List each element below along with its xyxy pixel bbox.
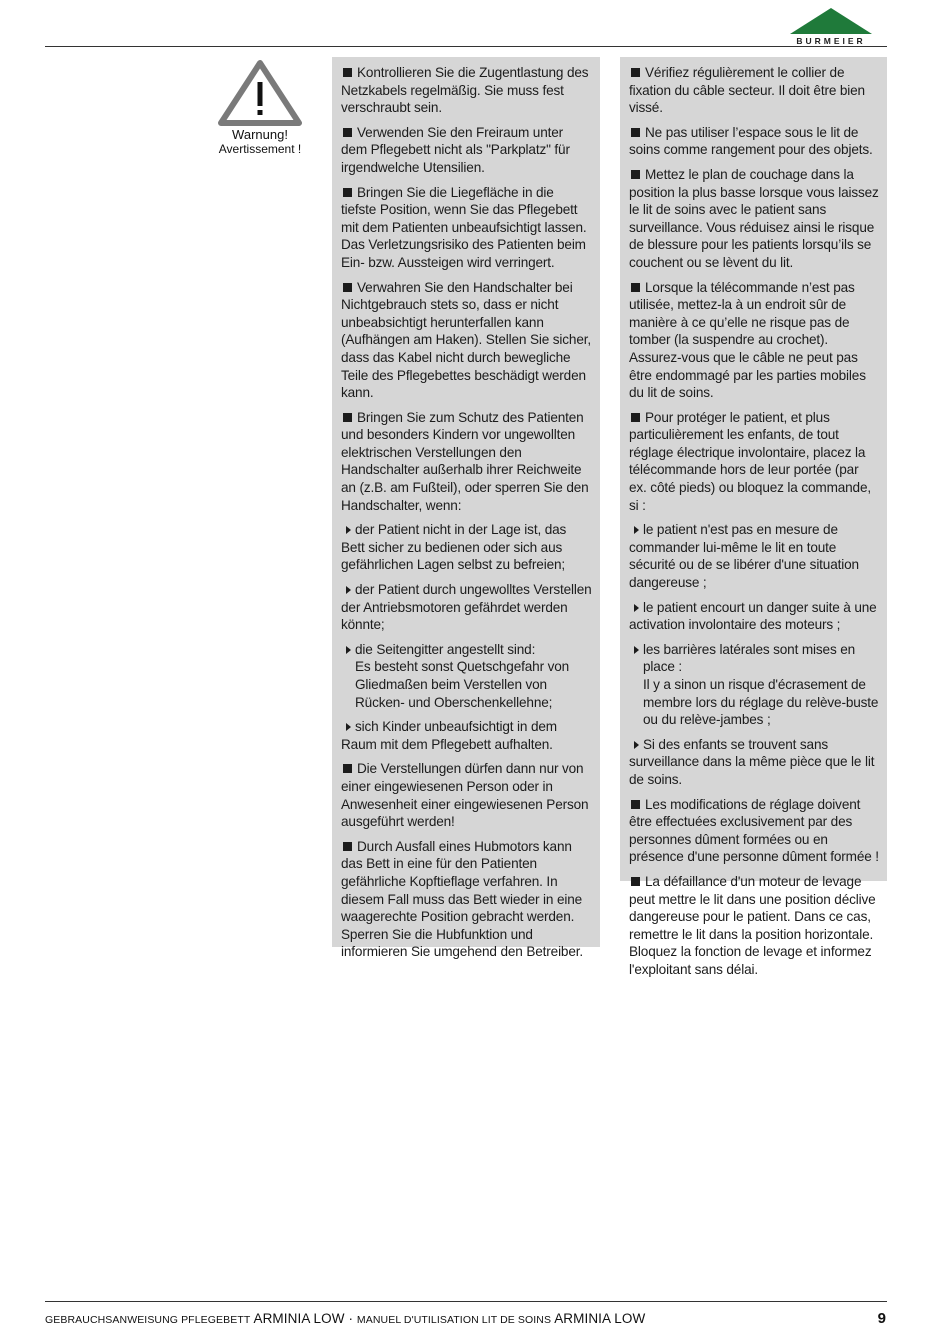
square-bullet-icon [343,764,352,773]
list-item: der Patient nicht in der Lage ist, das Bett sicher zu bedienen oder sich aus gefährlichen Lagen selbst zu befreien; [341,522,567,573]
paragraph: Kontrollieren Sie die Zugentlastung des Netzkabels regelmäßig. Sie muss fest verschraubt sein. [341,65,589,116]
paragraph: Les modifications de réglage doivent être effectuées exclusivement par des personnes dûment formées ou en présence d'une personne dûment formée ! [629,796,879,865]
paragraph: Ne pas utiliser l’espace sous le lit de soins comme rangement pour des objets. [629,124,873,158]
roof-logo-icon [790,8,872,34]
paragraph: Verwenden Sie den Freiraum unter dem Pflegebett nicht als "Parkplatz" für irgendwelche Utensilien. [341,124,570,175]
french-warning-column [620,57,887,977]
square-bullet-icon [631,170,640,179]
warning-triangle-icon [218,60,302,126]
square-bullet-icon [631,68,640,77]
warning-label-fr: Avertissement ! [218,142,302,156]
paragraph: Die Verstellungen dürfen dann nur von einer eingewiesenen Person oder in Anwesenheit einer eingewiesenen Person ausgeführt werden! [341,761,589,830]
square-bullet-icon [343,283,352,292]
paragraph: Vérifiez régulièrement le collier de fixation du câble secteur. Il doit être bien vissé. [629,65,865,116]
square-bullet-icon [343,68,352,77]
list-item: les barrières latérales sont mises en place : Il y a sinon un risque d'écrasement de membre lors du réglage du relève-buste ou du relève-jambes ; [629,641,879,729]
triangle-bullet-icon [634,604,639,612]
square-bullet-icon [631,128,640,137]
brand-logo [786,8,876,46]
list-item: le patient n'est pas en mesure de commander lui-même le lit en toute sécurité ou de se libérer d'une situation dangereuse ; [629,522,859,591]
page-number: 9 [877,1310,886,1327]
list-item: die Seitengitter angestellt sind: Es besteht sonst Quetschgefahr von Gliedmaßen beim Verstellen von Rücken- und Oberschenkellehne; [341,641,592,711]
triangle-bullet-icon [634,526,639,534]
paragraph: La défaillance d'un moteur de levage peut mettre le lit dans une position déclive dangereuse pour le patient. Dans ce cas, remettre le lit dans la position horizontale. Bloquez la fonction de levage et informez l'exploitant sans délai. [629,873,876,977]
triangle-bullet-icon [346,586,351,594]
footer-separator: · [348,1311,354,1326]
square-bullet-icon [631,877,640,886]
paragraph: Bringen Sie zum Schutz des Patienten und besonders Kindern vor ungewollten elektrischen Verstellungen den Handschalter außerhalb ihrer Reichweite an (z.B. am Fußteil), oder sperren Sie den Handschalter, wenn: [341,409,589,513]
paragraph: Bringen Sie die Liegefläche in die tiefste Position, wenn Sie das Pflegebett mit dem Patienten unbeaufsichtigt lassen. Das Verletzungsrisiko des Patienten beim Ein- bzw. Aussteigen wird verringert. [341,184,587,270]
square-bullet-icon [343,188,352,197]
brand-name: BURMEIER [796,36,866,46]
header-divider [45,46,887,47]
list-item: le patient encourt un danger suite à une activation involontaire des moteurs ; [629,599,877,633]
doc-title-de-model: ARMINIA LOW [253,1311,345,1326]
paragraph: Lorsque la télécommande n’est pas utilisée, mettez-la à un endroit sûr de manière à ce qu’elle ne risque pas de tomber (la suspendre au crochet). Assurez-vous que le câble ne peut pas être endommagé par les parties mobiles du lit de soins. [629,279,866,401]
paragraph: Mettez le plan de couchage dans la position la plus basse lorsque vous laissez le lit de soins avec le patient sans surveillance. Vous réduisez ainsi le risque de blessure pour les patients lorsqu’ils se couchent ou se lèvent du lit. [629,166,879,270]
paragraph: Verwahren Sie den Handschalter bei Nichtgebrauch stets so, dass er nicht unbeabsichtigt herunterfallen kann (Aufhängen am Haken). Stellen Sie sicher, dass das Kabel nicht durch bewegliche Teile des Pflegebettes beschädigt werden kann. [341,279,592,401]
triangle-bullet-icon [634,741,639,749]
list-item: sich Kinder unbeaufsichtigt in dem Raum mit dem Pflegebett aufhalten. [341,719,557,752]
triangle-bullet-icon [346,723,351,731]
german-warning-column [332,57,600,960]
list-item: Si des enfants se trouvent sans surveillance dans la même pièce que le lit de soins. [629,736,875,787]
paragraph: Durch Ausfall eines Hubmotors kann das Bett in eine für den Patienten gefährliche Kopftieflage verfahren. In diesem Fall muss das Bett wieder in eine waagerechte Position gebracht werden. Sperren Sie die Hubfunktion und informieren Sie umgehend den Betreiber. [341,838,584,960]
paragraph: Pour protéger le patient, et plus particulièrement les enfants, de tout réglage électrique involontaire, placez la télécommande hors de leur portée (par ex. côté pieds) ou bloquez la commande, si : [629,409,872,513]
square-bullet-icon [343,842,352,851]
triangle-bullet-icon [634,646,639,654]
square-bullet-icon [631,800,640,809]
square-bullet-icon [631,283,640,292]
footer-doc-title [45,1311,645,1326]
doc-title-fr-prefix: MANUEL D'UTILISATION LIT DE SOINS [356,1314,552,1326]
square-bullet-icon [343,128,352,137]
triangle-bullet-icon [346,526,351,534]
warning-label-de: Warnung! [232,127,288,142]
square-bullet-icon [631,413,640,422]
square-bullet-icon [343,413,352,422]
triangle-bullet-icon [346,646,351,654]
list-item: der Patient durch ungewolltes Verstellen der Antriebsmotoren gefährdet werden könnte; [341,582,592,633]
warning-block [215,60,305,156]
doc-title-de-prefix: GEBRAUCHSANWEISUNG PFLEGEBETT [45,1314,251,1326]
footer-divider [45,1301,887,1302]
doc-title-fr-model: ARMINIA LOW [554,1311,646,1326]
